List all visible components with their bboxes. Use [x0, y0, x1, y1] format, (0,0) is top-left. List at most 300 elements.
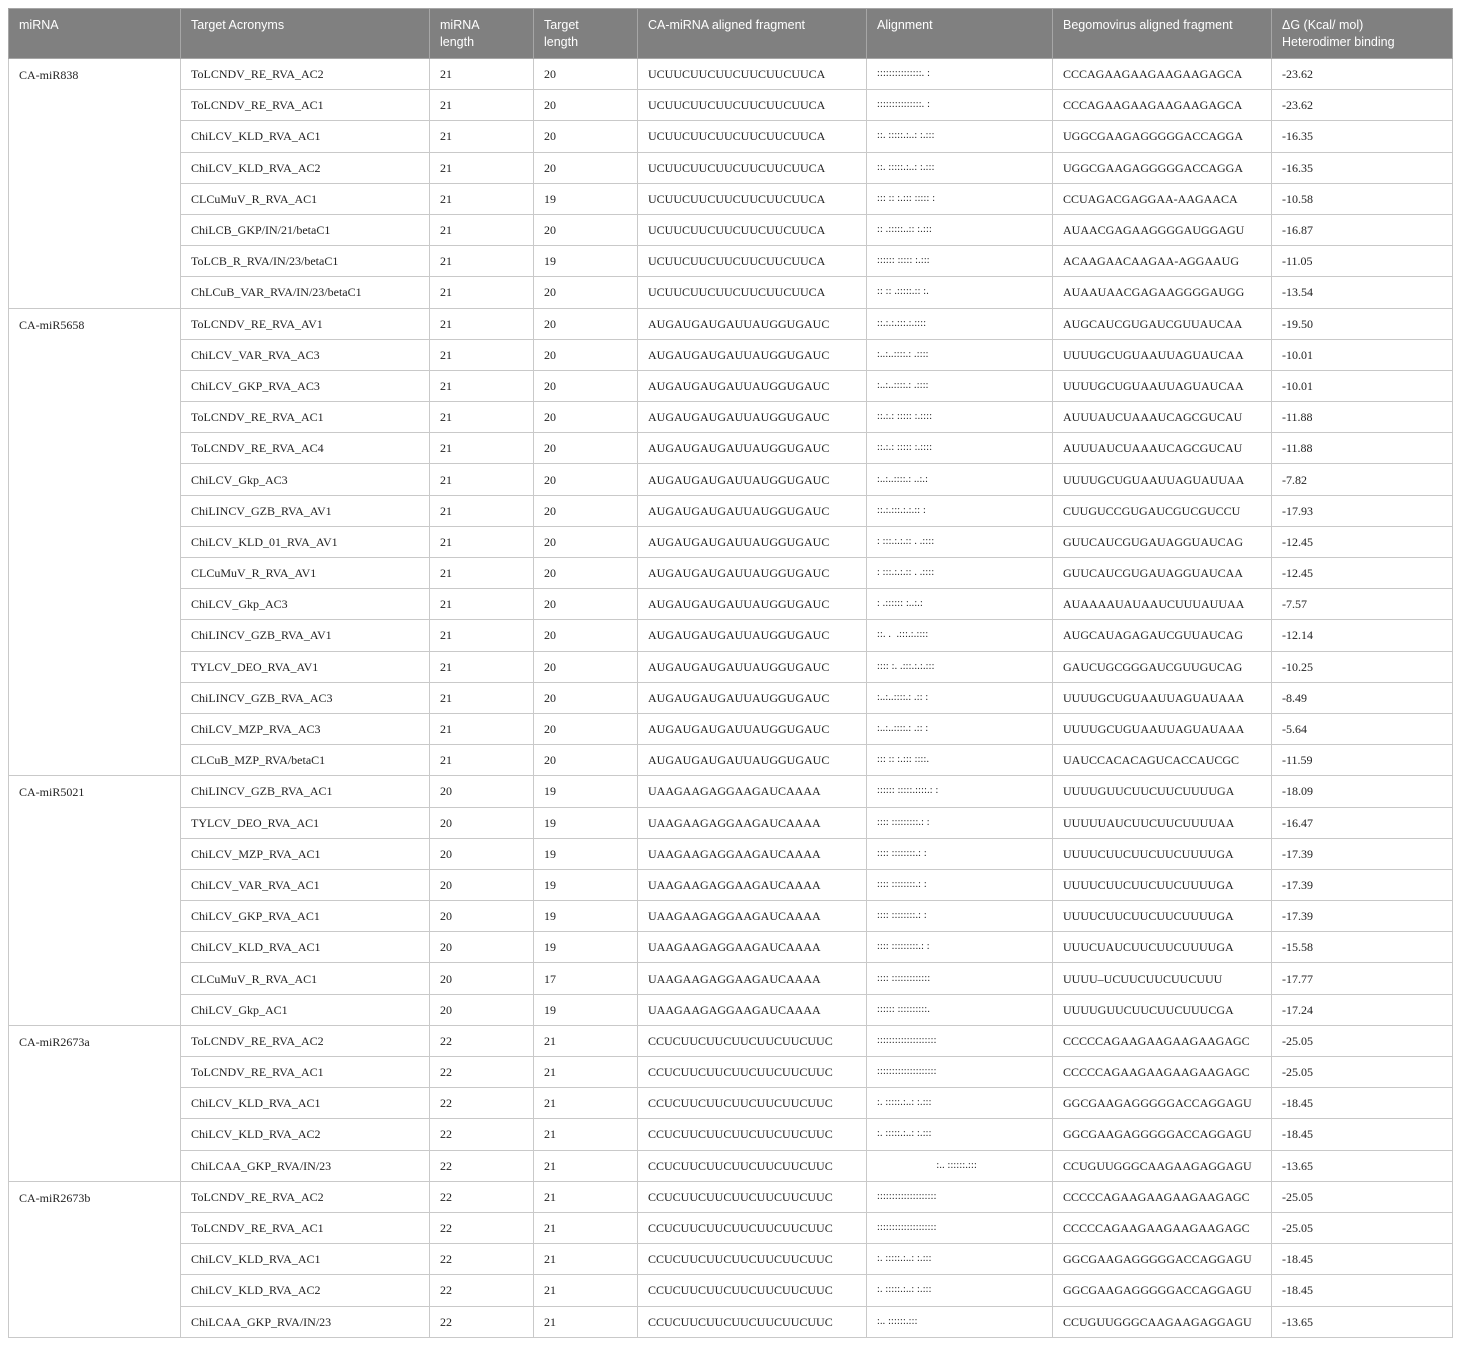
mirna-length-cell: 21 [430, 214, 534, 245]
ca-mirna-fragment-cell: AUGAUGAUGAUUAUGGUGAUC [638, 495, 867, 526]
ca-mirna-fragment-cell: AUGAUGAUGAUUAUGGUGAUC [638, 651, 867, 682]
mirna-length-cell: 22 [430, 1244, 534, 1275]
alignment-cell: : :::.:.:.:: . .:::: [867, 526, 1053, 557]
mirna-length-cell: 22 [430, 1181, 534, 1212]
mirna-name-cell: CA-miR2673b [9, 1181, 181, 1337]
delta-g-cell: -16.47 [1272, 807, 1453, 838]
target-acronym-cell: ToLCNDV_RE_RVA_AC4 [181, 433, 430, 464]
delta-g-cell: -11.88 [1272, 402, 1453, 433]
alignment-cell: :..:..::::.: .:: : [867, 682, 1053, 713]
begomovirus-fragment-cell: CCUGUUGGGCAAGAAGAGGAGU [1053, 1306, 1272, 1337]
table-body [9, 59, 1453, 1338]
target-length-cell: 21 [534, 1057, 638, 1088]
table-row [9, 1025, 1453, 1056]
begomovirus-fragment-cell: UUUUGUUCUUCUUCUUUUGA [1053, 776, 1272, 807]
alignment-cell: :::::::::::::::::::: [867, 1181, 1053, 1212]
target-length-cell: 19 [534, 994, 638, 1025]
begomovirus-fragment-cell: GGCGAAGAGGGGGACCAGGAGU [1053, 1244, 1272, 1275]
header-begomovirus-fragment: Begomovirus aligned fragment [1053, 9, 1272, 59]
target-acronym-cell: ToLCNDV_RE_RVA_AC2 [181, 1181, 430, 1212]
ca-mirna-fragment-cell: AUGAUGAUGAUUAUGGUGAUC [638, 745, 867, 776]
target-length-cell: 20 [534, 713, 638, 744]
alignment-cell: :..:..::::.: ..:.: [867, 464, 1053, 495]
header-target-acronyms: Target Acronyms [181, 9, 430, 59]
delta-g-cell: -10.25 [1272, 651, 1453, 682]
mirna-length-cell: 20 [430, 807, 534, 838]
mirna-length-cell: 21 [430, 682, 534, 713]
table-row [9, 1088, 1453, 1119]
delta-g-cell: -18.45 [1272, 1244, 1453, 1275]
delta-g-cell: -16.87 [1272, 214, 1453, 245]
target-length-cell: 19 [534, 901, 638, 932]
table-row [9, 1119, 1453, 1150]
delta-g-cell: -25.05 [1272, 1181, 1453, 1212]
delta-g-cell: -25.05 [1272, 1025, 1453, 1056]
begomovirus-fragment-cell: CCUGUUGGGCAAGAAGAGGAGU [1053, 1150, 1272, 1181]
target-length-cell: 19 [534, 807, 638, 838]
alignment-cell: : :::.:.:.:: . .:::: [867, 558, 1053, 589]
ca-mirna-fragment-cell: UAAGAAGAGGAAGAUCAAAA [638, 901, 867, 932]
delta-g-cell: -11.88 [1272, 433, 1453, 464]
begomovirus-fragment-cell: AUGCAUAGAGAUCGUUAUCAG [1053, 620, 1272, 651]
ca-mirna-fragment-cell: UCUUCUUCUUCUUCUUCUUCA [638, 246, 867, 277]
target-length-cell: 21 [534, 1275, 638, 1306]
target-length-cell: 19 [534, 869, 638, 900]
header-target-length: Target length [534, 9, 638, 59]
mirna-name-cell: CA-miR5021 [9, 776, 181, 1026]
delta-g-cell: -17.39 [1272, 869, 1453, 900]
mirna-length-cell: 21 [430, 558, 534, 589]
table-row [9, 932, 1453, 963]
target-acronym-cell: ChiLCV_MZP_RVA_AC1 [181, 838, 430, 869]
target-acronym-cell: ChiLINCV_GZB_RVA_AV1 [181, 495, 430, 526]
begomovirus-fragment-cell: CCCCCAGAAGAAGAAGAAGAGC [1053, 1057, 1272, 1088]
target-length-cell: 20 [534, 308, 638, 339]
target-length-cell: 20 [534, 277, 638, 308]
delta-g-cell: -18.09 [1272, 776, 1453, 807]
target-length-cell: 21 [534, 1088, 638, 1119]
table-row [9, 713, 1453, 744]
delta-g-cell: -12.45 [1272, 558, 1453, 589]
target-acronym-cell: CLCuMuV_R_RVA_AC1 [181, 963, 430, 994]
table-row [9, 464, 1453, 495]
begomovirus-fragment-cell: GUUCAUCGUGAUAGGUAUCAA [1053, 558, 1272, 589]
target-acronym-cell: ChiLCV_VAR_RVA_AC1 [181, 869, 430, 900]
mirna-length-cell: 20 [430, 963, 534, 994]
table-row [9, 994, 1453, 1025]
begomovirus-fragment-cell: UUUUCUUCUUCUUCUUUUGA [1053, 869, 1272, 900]
mirna-length-cell: 21 [430, 745, 534, 776]
mirna-length-cell: 20 [430, 932, 534, 963]
delta-g-cell: -12.45 [1272, 526, 1453, 557]
mirna-length-cell: 20 [430, 869, 534, 900]
mirna-length-cell: 20 [430, 838, 534, 869]
table-row [9, 651, 1453, 682]
target-length-cell: 21 [534, 1212, 638, 1243]
ca-mirna-fragment-cell: UCUUCUUCUUCUUCUUCUUCA [638, 152, 867, 183]
delta-g-cell: -7.82 [1272, 464, 1453, 495]
alignment-cell: :::::: ::::: :.::: [867, 246, 1053, 277]
begomovirus-fragment-cell: UUUUGCUGUAAUUAGUAUCAA [1053, 370, 1272, 401]
table-row [9, 433, 1453, 464]
mirna-length-cell: 21 [430, 526, 534, 557]
target-acronym-cell: ChiLCV_Gkp_AC1 [181, 994, 430, 1025]
table-header [9, 9, 1453, 59]
begomovirus-fragment-cell: AUAACGAGAAGGGGAUGGAGU [1053, 214, 1272, 245]
begomovirus-fragment-cell: CCUAGACGAGGAA-AAGAACA [1053, 183, 1272, 214]
ca-mirna-fragment-cell: UAAGAAGAGGAAGAUCAAAA [638, 869, 867, 900]
begomovirus-fragment-cell: GGCGAAGAGGGGGACCAGGAGU [1053, 1275, 1272, 1306]
delta-g-cell: -18.45 [1272, 1275, 1453, 1306]
begomovirus-fragment-cell: CCCCCAGAAGAAGAAGAAGAGC [1053, 1181, 1272, 1212]
delta-g-cell: -25.05 [1272, 1212, 1453, 1243]
target-length-cell: 20 [534, 121, 638, 152]
target-acronym-cell: ChiLCV_VAR_RVA_AC3 [181, 339, 430, 370]
table-row [9, 807, 1453, 838]
begomovirus-fragment-cell: UUUU–UCUUCUUCUUCUUU [1053, 963, 1272, 994]
begomovirus-fragment-cell: AUAAAAUAUAAUCUUUAUUAA [1053, 589, 1272, 620]
target-acronym-cell: ChiLCV_Gkp_AC3 [181, 464, 430, 495]
mirna-length-cell: 22 [430, 1150, 534, 1181]
target-acronym-cell: ToLCB_R_RVA/IN/23/betaC1 [181, 246, 430, 277]
mirna-length-cell: 21 [430, 370, 534, 401]
ca-mirna-fragment-cell: AUGAUGAUGAUUAUGGUGAUC [638, 464, 867, 495]
alignment-cell: :: .:::::..:: :.::: [867, 214, 1053, 245]
ca-mirna-fragment-cell: AUGAUGAUGAUUAUGGUGAUC [638, 370, 867, 401]
alignment-cell: :::: ::::::::.: : [867, 869, 1053, 900]
target-acronym-cell: TYLCV_DEO_RVA_AC1 [181, 807, 430, 838]
target-length-cell: 20 [534, 433, 638, 464]
target-acronym-cell: ChiLCV_KLD_RVA_AC1 [181, 121, 430, 152]
target-acronym-cell: ChiLCB_GKP/IN/21/betaC1 [181, 214, 430, 245]
begomovirus-fragment-cell: AUGCAUCGUGAUCGUUAUCAA [1053, 308, 1272, 339]
begomovirus-fragment-cell: ACAAGAACAAGAA-AGGAAUG [1053, 246, 1272, 277]
alignment-cell: : .:::::: :..:.: [867, 589, 1053, 620]
ca-mirna-fragment-cell: UAAGAAGAGGAAGAUCAAAA [638, 807, 867, 838]
delta-g-cell: -10.01 [1272, 339, 1453, 370]
ca-mirna-fragment-cell: UCUUCUUCUUCUUCUUCUUCA [638, 183, 867, 214]
ca-mirna-fragment-cell: CCUCUUCUUCUUCUUCUUCUUC [638, 1244, 867, 1275]
begomovirus-fragment-cell: CCCCCAGAAGAAGAAGAAGAGC [1053, 1025, 1272, 1056]
table-row [9, 1150, 1453, 1181]
mirna-length-cell: 21 [430, 121, 534, 152]
table-row [9, 152, 1453, 183]
alignment-cell: :. :::::.:..: :.::: [867, 1275, 1053, 1306]
target-acronym-cell: ChiLCV_GKP_RVA_AC3 [181, 370, 430, 401]
delta-g-cell: -19.50 [1272, 308, 1453, 339]
delta-g-cell: -13.65 [1272, 1150, 1453, 1181]
mirna-length-cell: 20 [430, 901, 534, 932]
mirna-length-cell: 21 [430, 339, 534, 370]
table-row [9, 1306, 1453, 1337]
alignment-cell: :: :: .:::::.:: :. [867, 277, 1053, 308]
begomovirus-fragment-cell: CUUGUCCGUGAUCGUCGUCCU [1053, 495, 1272, 526]
alignment-cell: :::: ::::::::.: : [867, 901, 1053, 932]
table-row [9, 963, 1453, 994]
header-delta-g: ΔG (Kcal/ mol) Heterodimer binding [1272, 9, 1453, 59]
mirna-length-cell: 22 [430, 1057, 534, 1088]
table-row [9, 1212, 1453, 1243]
begomovirus-fragment-cell: UUUUGUUCUUCUUCUUUCGA [1053, 994, 1272, 1025]
target-length-cell: 20 [534, 745, 638, 776]
delta-g-cell: -11.05 [1272, 246, 1453, 277]
target-length-cell: 20 [534, 651, 638, 682]
target-acronym-cell: ChiLCV_KLD_RVA_AC2 [181, 1275, 430, 1306]
mirna-length-cell: 22 [430, 1212, 534, 1243]
delta-g-cell: -5.64 [1272, 713, 1453, 744]
target-length-cell: 20 [534, 620, 638, 651]
alignment-cell: ::.:.:::.:.:.:: : [867, 495, 1053, 526]
target-acronym-cell: CLCuB_MZP_RVA/betaC1 [181, 745, 430, 776]
table-row [9, 59, 1453, 90]
table-row [9, 308, 1453, 339]
target-length-cell: 19 [534, 776, 638, 807]
ca-mirna-fragment-cell: CCUCUUCUUCUUCUUCUUCUUC [638, 1212, 867, 1243]
target-length-cell: 20 [534, 370, 638, 401]
mirna-length-cell: 21 [430, 651, 534, 682]
begomovirus-fragment-cell: CCCAGAAGAAGAAGAAGAGCA [1053, 59, 1272, 90]
begomovirus-fragment-cell: UGGCGAAGAGGGGGACCAGGA [1053, 152, 1272, 183]
begomovirus-fragment-cell: UUUUGCUGUAAUUAGUAUUAA [1053, 464, 1272, 495]
table-row [9, 370, 1453, 401]
target-length-cell: 21 [534, 1025, 638, 1056]
mirna-target-table [8, 8, 1453, 1338]
target-length-cell: 17 [534, 963, 638, 994]
ca-mirna-fragment-cell: CCUCUUCUUCUUCUUCUUCUUC [638, 1181, 867, 1212]
table-row [9, 589, 1453, 620]
target-acronym-cell: ChiLCV_KLD_RVA_AC1 [181, 932, 430, 963]
delta-g-cell: -17.39 [1272, 901, 1453, 932]
alignment-cell: ::. :::::.:..: :.::: [867, 121, 1053, 152]
target-acronym-cell: ToLCNDV_RE_RVA_AV1 [181, 308, 430, 339]
table-row [9, 620, 1453, 651]
mirna-length-cell: 22 [430, 1275, 534, 1306]
target-length-cell: 21 [534, 1244, 638, 1275]
mirna-name-cell: CA-miR5658 [9, 308, 181, 776]
delta-g-cell: -15.58 [1272, 932, 1453, 963]
ca-mirna-fragment-cell: AUGAUGAUGAUUAUGGUGAUC [638, 589, 867, 620]
begomovirus-fragment-cell: UAUCCACACAGUCACCAUCGC [1053, 745, 1272, 776]
mirna-length-cell: 21 [430, 589, 534, 620]
mirna-length-cell: 21 [430, 183, 534, 214]
mirna-length-cell: 21 [430, 152, 534, 183]
delta-g-cell: -16.35 [1272, 121, 1453, 152]
mirna-length-cell: 21 [430, 402, 534, 433]
target-length-cell: 20 [534, 495, 638, 526]
mirna-name-cell: CA-miR2673a [9, 1025, 181, 1181]
begomovirus-fragment-cell: CCCCCAGAAGAAGAAGAAGAGC [1053, 1212, 1272, 1243]
alignment-cell: :::::: ::::::::::. [867, 994, 1053, 1025]
target-acronym-cell: ToLCNDV_RE_RVA_AC2 [181, 59, 430, 90]
target-length-cell: 19 [534, 932, 638, 963]
target-acronym-cell: ChiLCV_MZP_RVA_AC3 [181, 713, 430, 744]
target-acronym-cell: TYLCV_DEO_RVA_AV1 [181, 651, 430, 682]
delta-g-cell: -17.77 [1272, 963, 1453, 994]
table-row [9, 277, 1453, 308]
mirna-length-cell: 21 [430, 495, 534, 526]
alignment-cell: :::: ::::::::::::: [867, 963, 1053, 994]
mirna-length-cell: 21 [430, 308, 534, 339]
ca-mirna-fragment-cell: AUGAUGAUGAUUAUGGUGAUC [638, 339, 867, 370]
alignment-cell: ::.:.: ::::: :.:::: [867, 433, 1053, 464]
target-length-cell: 20 [534, 90, 638, 121]
ca-mirna-fragment-cell: AUGAUGAUGAUUAUGGUGAUC [638, 682, 867, 713]
table-row [9, 745, 1453, 776]
target-length-cell: 20 [534, 464, 638, 495]
alignment-cell: ::. . .:::.:.:::: [867, 620, 1053, 651]
delta-g-cell: -23.62 [1272, 90, 1453, 121]
target-length-cell: 20 [534, 152, 638, 183]
table-row [9, 90, 1453, 121]
delta-g-cell: -17.39 [1272, 838, 1453, 869]
target-length-cell: 20 [534, 526, 638, 557]
target-acronym-cell: CLCuMuV_R_RVA_AC1 [181, 183, 430, 214]
ca-mirna-fragment-cell: AUGAUGAUGAUUAUGGUGAUC [638, 526, 867, 557]
target-acronym-cell: ChiLCV_KLD_01_RVA_AV1 [181, 526, 430, 557]
table-row [9, 1057, 1453, 1088]
delta-g-cell: -10.58 [1272, 183, 1453, 214]
delta-g-cell: -7.57 [1272, 589, 1453, 620]
target-length-cell: 21 [534, 1150, 638, 1181]
target-acronym-cell: ChLCuB_VAR_RVA/IN/23/betaC1 [181, 277, 430, 308]
ca-mirna-fragment-cell: CCUCUUCUUCUUCUUCUUCUUC [638, 1275, 867, 1306]
table-row [9, 121, 1453, 152]
target-acronym-cell: ChiLCV_Gkp_AC3 [181, 589, 430, 620]
mirna-length-cell: 21 [430, 246, 534, 277]
table-row [9, 402, 1453, 433]
target-length-cell: 20 [534, 402, 638, 433]
mirna-name-cell: CA-miR838 [9, 59, 181, 309]
begomovirus-fragment-cell: CCCAGAAGAAGAAGAAGAGCA [1053, 90, 1272, 121]
alignment-cell: :..:..::::.: .:::: [867, 370, 1053, 401]
begomovirus-fragment-cell: UUUUUAUCUUCUUCUUUUAA [1053, 807, 1272, 838]
target-acronym-cell: ChiLCAA_GKP_RVA/IN/23 [181, 1150, 430, 1181]
alignment-cell: :::: ::::::::.: : [867, 838, 1053, 869]
begomovirus-fragment-cell: UUUCUAUCUUCUUCUUUUGA [1053, 932, 1272, 963]
target-acronym-cell: ChiLCAA_GKP_RVA/IN/23 [181, 1306, 430, 1337]
target-length-cell: 20 [534, 59, 638, 90]
alignment-cell: :::::::::::::::::::: [867, 1057, 1053, 1088]
target-length-cell: 19 [534, 838, 638, 869]
target-length-cell: 20 [534, 558, 638, 589]
target-acronym-cell: ToLCNDV_RE_RVA_AC2 [181, 1025, 430, 1056]
alignment-cell: :::: :::::::::.: : [867, 932, 1053, 963]
delta-g-cell: -17.93 [1272, 495, 1453, 526]
table-row [9, 495, 1453, 526]
alignment-cell: :. :::::.:..: :.::: [867, 1244, 1053, 1275]
mirna-length-cell: 21 [430, 90, 534, 121]
target-length-cell: 21 [534, 1119, 638, 1150]
target-acronym-cell: ChiLCV_KLD_RVA_AC2 [181, 152, 430, 183]
begomovirus-fragment-cell: GGCGAAGAGGGGGACCAGGAGU [1053, 1119, 1272, 1150]
ca-mirna-fragment-cell: UAAGAAGAGGAAGAUCAAAA [638, 776, 867, 807]
ca-mirna-fragment-cell: UCUUCUUCUUCUUCUUCUUCA [638, 90, 867, 121]
mirna-length-cell: 22 [430, 1088, 534, 1119]
mirna-length-cell: 21 [430, 59, 534, 90]
header-mirna-length: miRNA length [430, 9, 534, 59]
table-row [9, 1181, 1453, 1212]
delta-g-cell: -13.65 [1272, 1306, 1453, 1337]
target-acronym-cell: ChiLINCV_GZB_RVA_AC1 [181, 776, 430, 807]
target-acronym-cell: ChiLCV_KLD_RVA_AC2 [181, 1119, 430, 1150]
mirna-length-cell: 21 [430, 277, 534, 308]
table-row [9, 558, 1453, 589]
ca-mirna-fragment-cell: UAAGAAGAGGAAGAUCAAAA [638, 932, 867, 963]
table-row [9, 869, 1453, 900]
ca-mirna-fragment-cell: AUGAUGAUGAUUAUGGUGAUC [638, 402, 867, 433]
alignment-cell: :. :::::.:..: :.::: [867, 1088, 1053, 1119]
alignment-cell: :::::: :::::.::::.: : [867, 776, 1053, 807]
header-row [9, 9, 1453, 59]
target-length-cell: 20 [534, 339, 638, 370]
alignment-cell: :.. ::::::.::: [867, 1306, 1053, 1337]
ca-mirna-fragment-cell: CCUCUUCUUCUUCUUCUUCUUC [638, 1119, 867, 1150]
delta-g-cell: -12.14 [1272, 620, 1453, 651]
target-acronym-cell: ToLCNDV_RE_RVA_AC1 [181, 1212, 430, 1243]
header-mirna: miRNA [9, 9, 181, 59]
target-length-cell: 20 [534, 589, 638, 620]
alignment-cell: :. :::::.:..: :.::: [867, 1119, 1053, 1150]
table-row [9, 901, 1453, 932]
begomovirus-fragment-cell: GUUCAUCGUGAUAGGUAUCAG [1053, 526, 1272, 557]
ca-mirna-fragment-cell: AUGAUGAUGAUUAUGGUGAUC [638, 620, 867, 651]
delta-g-cell: -18.45 [1272, 1088, 1453, 1119]
target-acronym-cell: ToLCNDV_RE_RVA_AC1 [181, 90, 430, 121]
alignment-cell: :::::::::::::::. : [867, 59, 1053, 90]
table-row [9, 183, 1453, 214]
table-row [9, 682, 1453, 713]
delta-g-cell: -10.01 [1272, 370, 1453, 401]
alignment-cell: :::: :. .:::.:.:.::: [867, 651, 1053, 682]
delta-g-cell: -11.59 [1272, 745, 1453, 776]
alignment-cell: :::: :::::::::.: : [867, 807, 1053, 838]
begomovirus-fragment-cell: UUUUGCUGUAAUUAGUAUCAA [1053, 339, 1272, 370]
delta-g-cell: -18.45 [1272, 1119, 1453, 1150]
alignment-cell: :..:..::::.: .:::: [867, 339, 1053, 370]
ca-mirna-fragment-cell: UCUUCUUCUUCUUCUUCUUCA [638, 214, 867, 245]
delta-g-cell: -8.49 [1272, 682, 1453, 713]
ca-mirna-fragment-cell: AUGAUGAUGAUUAUGGUGAUC [638, 308, 867, 339]
ca-mirna-fragment-cell: CCUCUUCUUCUUCUUCUUCUUC [638, 1025, 867, 1056]
begomovirus-fragment-cell: AUUUAUCUAAAUCAGCGUCAU [1053, 402, 1272, 433]
alignment-cell: :::::::::::::::. : [867, 90, 1053, 121]
mirna-length-cell: 21 [430, 464, 534, 495]
table-row [9, 246, 1453, 277]
table-row [9, 526, 1453, 557]
begomovirus-fragment-cell: GGCGAAGAGGGGGACCAGGAGU [1053, 1088, 1272, 1119]
header-ca-mirna-fragment: CA-miRNA aligned fragment [638, 9, 867, 59]
table-row [9, 1275, 1453, 1306]
target-acronym-cell: ToLCNDV_RE_RVA_AC1 [181, 1057, 430, 1088]
target-acronym-cell: ChiLCV_KLD_RVA_AC1 [181, 1088, 430, 1119]
target-length-cell: 19 [534, 183, 638, 214]
begomovirus-fragment-cell: AUAAUAACGAGAAGGGGAUGG [1053, 277, 1272, 308]
ca-mirna-fragment-cell: AUGAUGAUGAUUAUGGUGAUC [638, 558, 867, 589]
target-acronym-cell: ChiLINCV_GZB_RVA_AC3 [181, 682, 430, 713]
alignment-cell: ::: :: :.::: ::::. [867, 745, 1053, 776]
ca-mirna-fragment-cell: UCUUCUUCUUCUUCUUCUUCA [638, 121, 867, 152]
alignment-cell: :::::::::::::::::::: [867, 1212, 1053, 1243]
target-length-cell: 20 [534, 682, 638, 713]
alignment-cell: ::. :::::.:..: :.::: [867, 152, 1053, 183]
ca-mirna-fragment-cell: UCUUCUUCUUCUUCUUCUUCA [638, 59, 867, 90]
alignment-cell: ::.:.: ::::: :.:::: [867, 402, 1053, 433]
begomovirus-fragment-cell: GAUCUGCGGGAUCGUUGUCAG [1053, 651, 1272, 682]
ca-mirna-fragment-cell: AUGAUGAUGAUUAUGGUGAUC [638, 433, 867, 464]
alignment-cell: :::::::::::::::::::: [867, 1025, 1053, 1056]
mirna-length-cell: 22 [430, 1306, 534, 1337]
begomovirus-fragment-cell: UGGCGAAGAGGGGGACCAGGA [1053, 121, 1272, 152]
